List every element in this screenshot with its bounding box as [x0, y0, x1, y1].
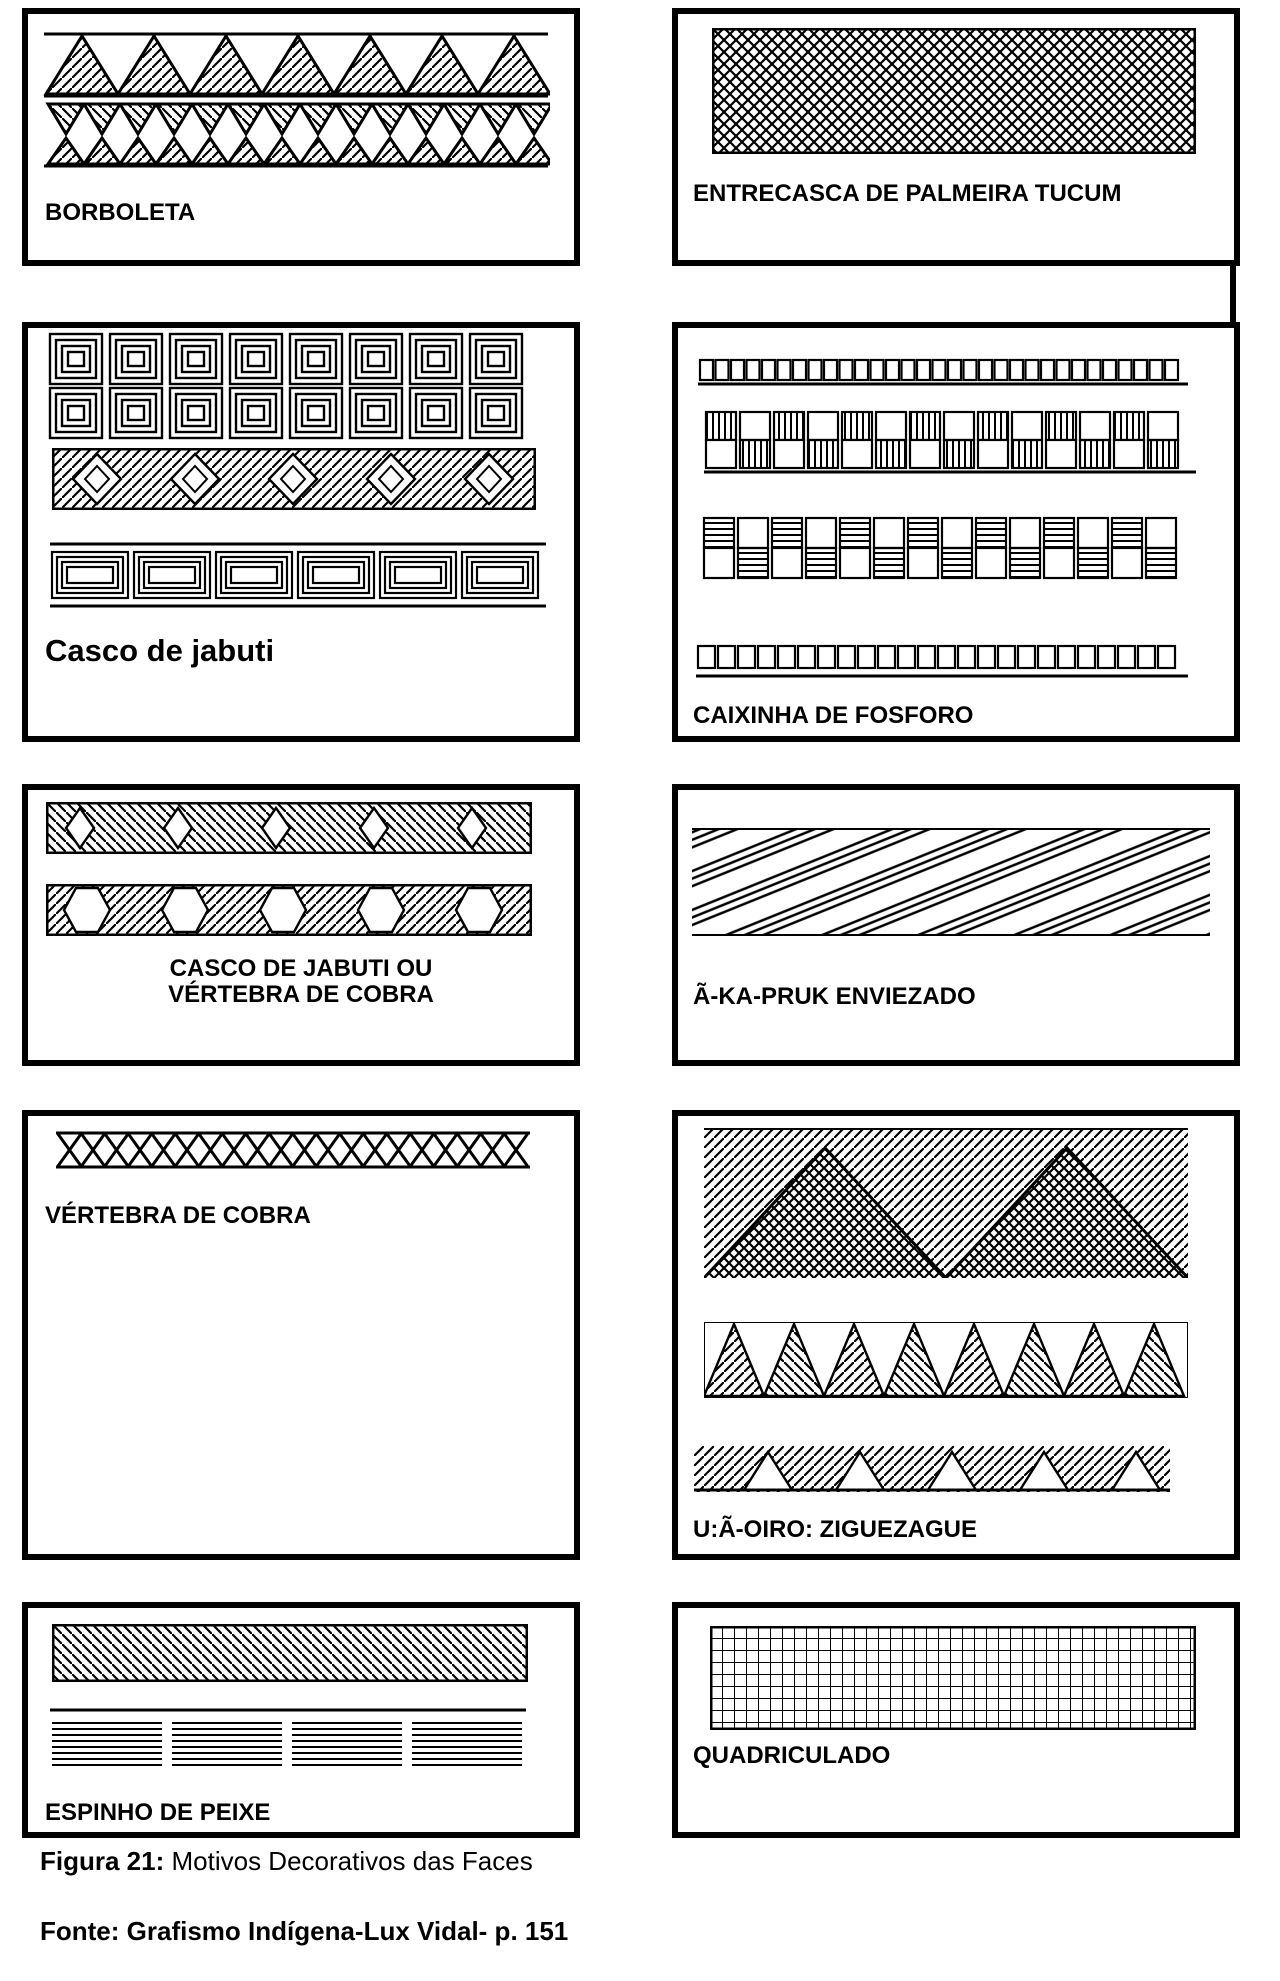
label-espinho-de-peixe: ESPINHO DE PEIXE — [45, 1799, 271, 1826]
label-akapruk: Ã-KA-PRUK ENVIEZADO — [693, 983, 976, 1010]
source-text: Fonte: Grafismo Indígena-Lux Vidal- p. 151 — [40, 1916, 569, 1946]
espinho-pattern-1 — [52, 1624, 528, 1682]
quadriculado-pattern — [710, 1626, 1196, 1730]
casco-pattern-diamonds — [52, 448, 536, 510]
ziguezague-pattern-2 — [704, 1322, 1188, 1398]
casco-vertebra-pattern-2 — [46, 884, 532, 936]
label-vertebra-de-cobra: VÉRTEBRA DE COBRA — [45, 1202, 311, 1229]
label-casco-de-jabuti: Casco de jabuti — [45, 633, 275, 668]
label-borboleta: BORBOLETA — [45, 199, 196, 226]
figure-label: Figura 21: — [40, 1846, 165, 1876]
casco-vertebra-pattern-1 — [46, 802, 532, 854]
caixinha-pattern-1 — [698, 356, 1188, 386]
caixinha-pattern-3 — [702, 514, 1194, 584]
casco-pattern-rects — [48, 540, 548, 610]
vertebra-pattern — [54, 1130, 532, 1170]
label-entrecasca: ENTRECASCA DE PALMEIRA TUCUM — [693, 180, 1122, 207]
label-casco-vertebra-line2: VÉRTEBRA DE COBRA — [168, 981, 434, 1009]
connector-line — [1230, 262, 1236, 326]
akapruk-pattern — [692, 828, 1210, 936]
label-quadriculado: QUADRICULADO — [693, 1742, 891, 1769]
label-casco-vertebra-line1: CASCO DE JABUTI OU — [169, 955, 433, 982]
borboleta-pattern — [42, 18, 550, 196]
caixinha-pattern-2 — [704, 408, 1196, 474]
label-caixinha-de-fosforo: CAIXINHA DE FOSFORO — [693, 702, 974, 729]
caixinha-pattern-4 — [696, 642, 1188, 680]
ziguezague-pattern-3 — [694, 1446, 1170, 1492]
label-ziguezague: U:Ã-OIRO: ZIGUEZAGUE — [693, 1516, 977, 1543]
ziguezague-pattern-1 — [704, 1128, 1188, 1278]
source-caption — [40, 1916, 568, 1947]
casco-pattern-squares — [48, 330, 534, 442]
espinho-pattern-2 — [50, 1708, 526, 1778]
entrecasca-pattern — [712, 28, 1196, 154]
figure-text: Motivos Decorativos das Faces — [171, 1846, 533, 1876]
panel-vertebra-de-cobra — [22, 1110, 580, 1560]
figure-caption — [40, 1846, 533, 1877]
label-casco-vertebra — [30, 956, 572, 1009]
